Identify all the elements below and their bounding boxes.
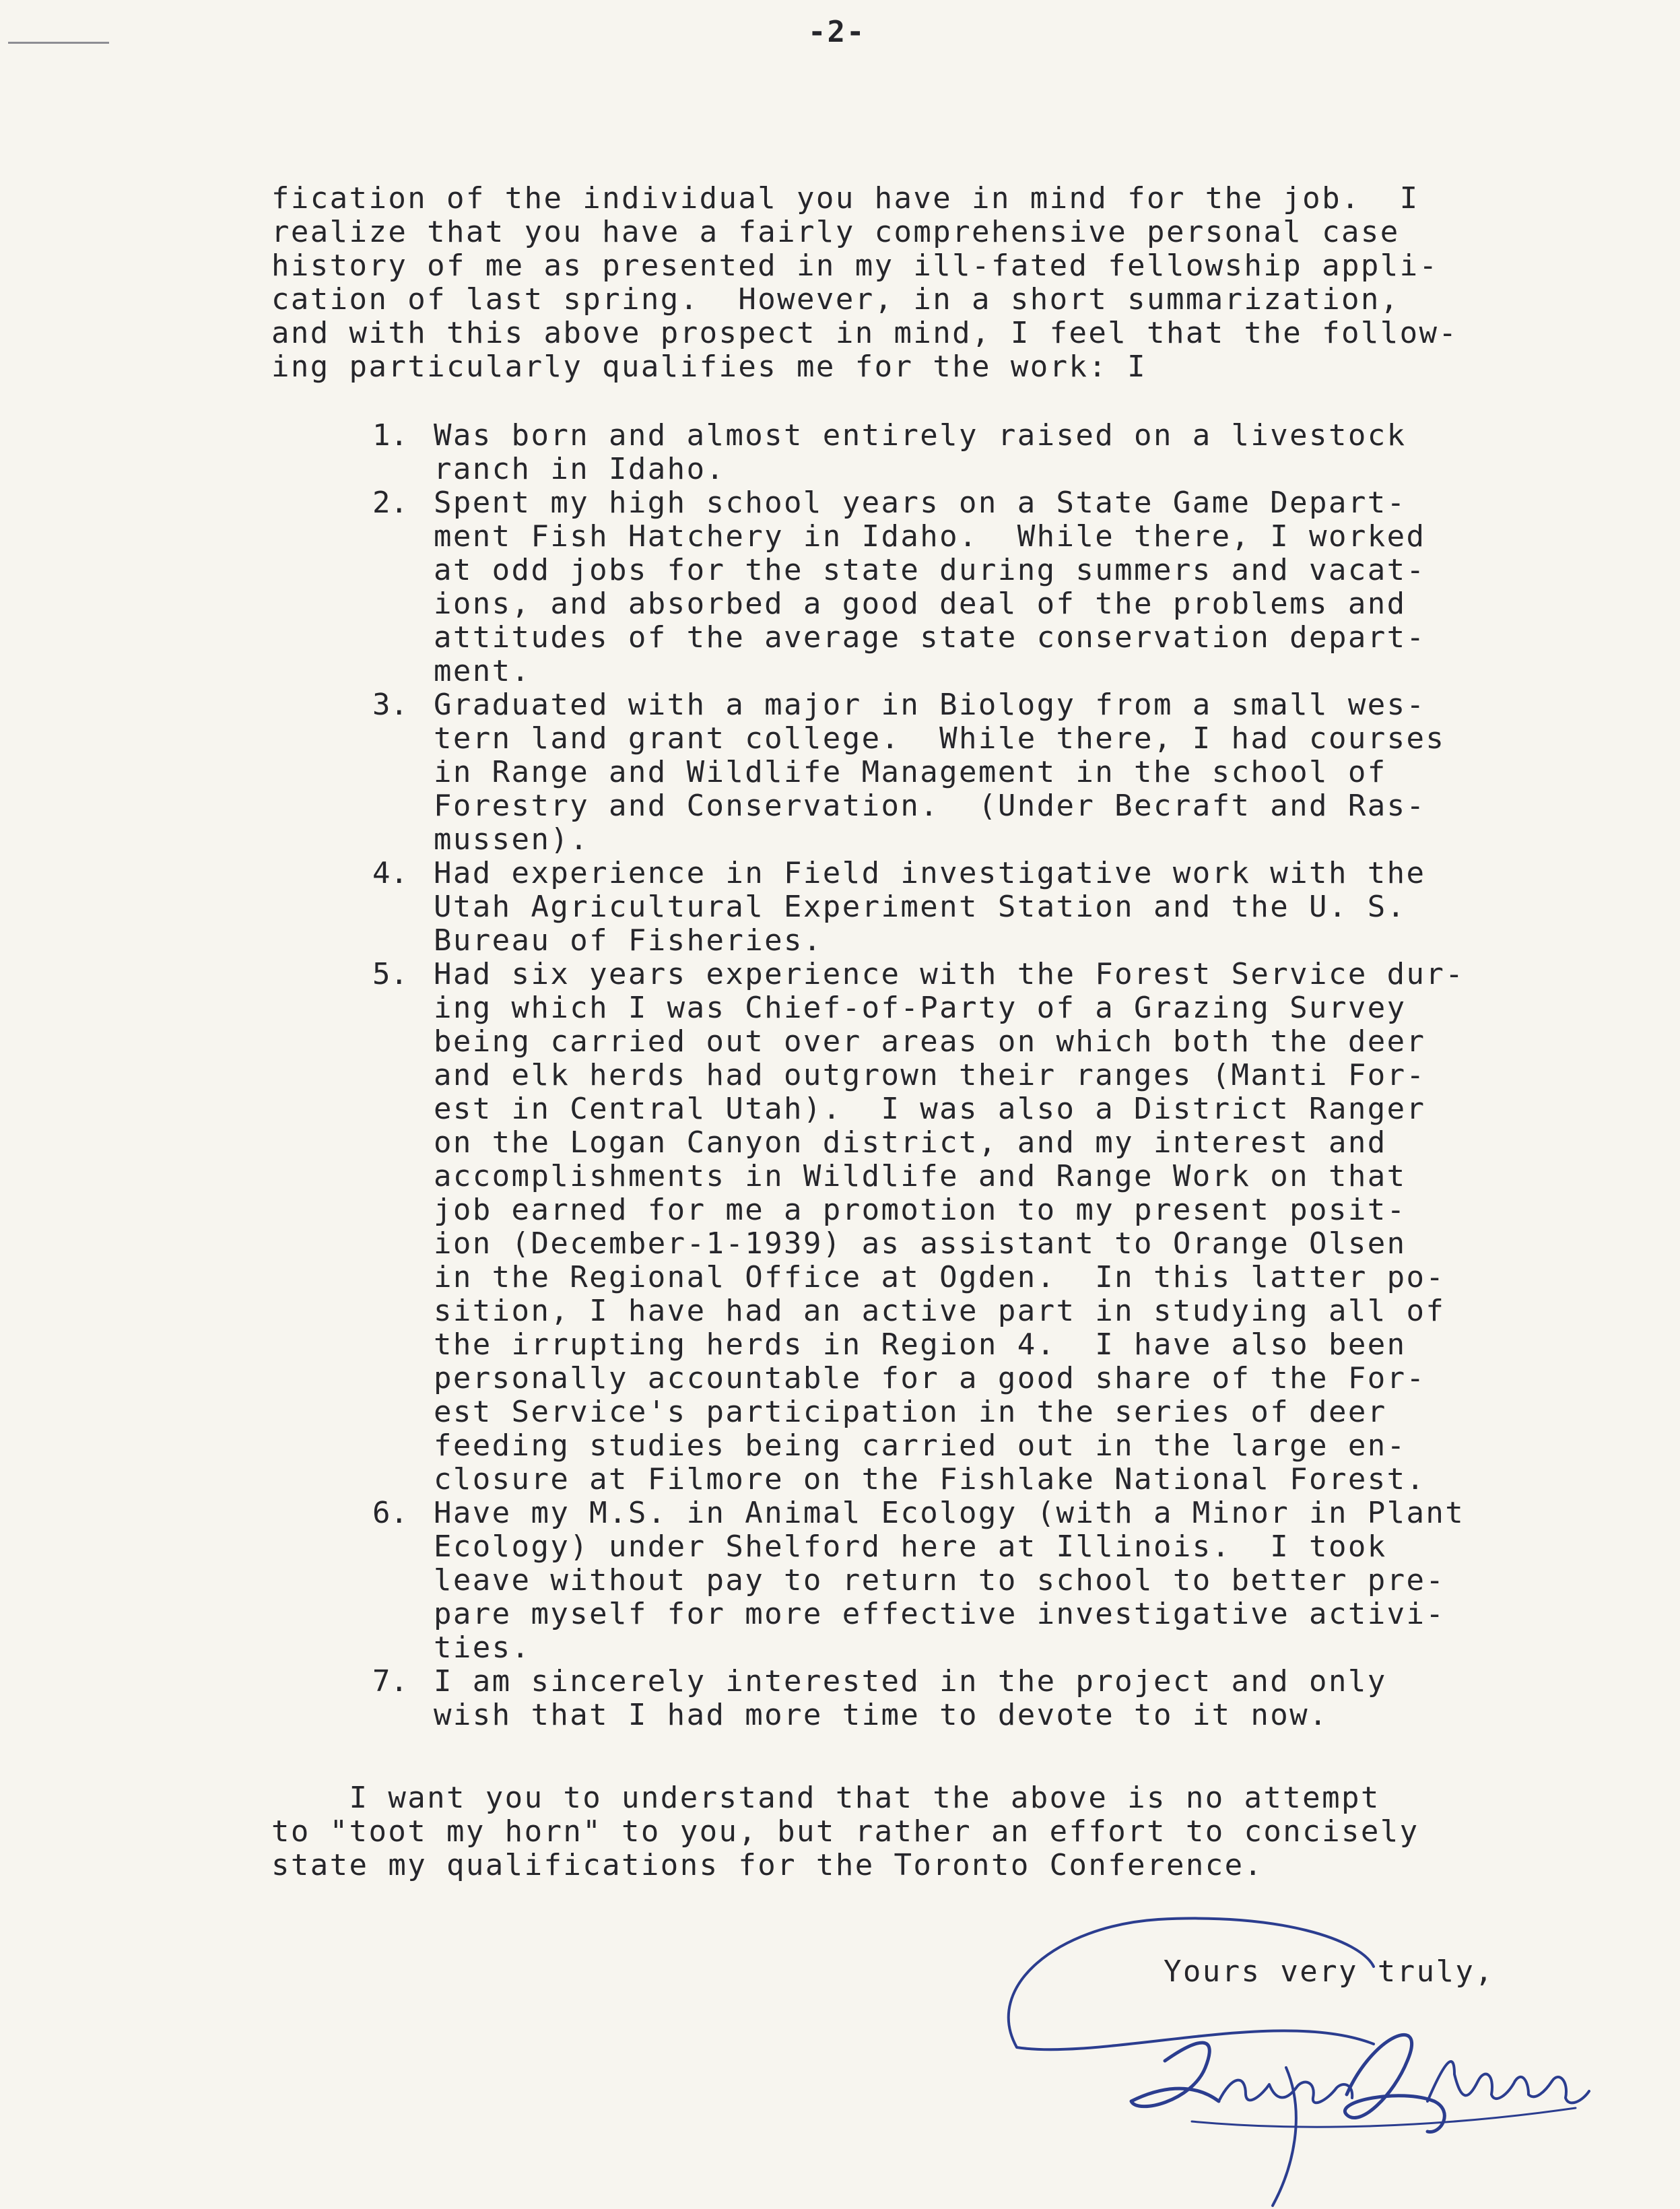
text-line: ing which I was Chief-of-Party of a Grazing Survey bbox=[434, 991, 1407, 1025]
text-line: accomplishments in Wildlife and Range Work on that bbox=[434, 1159, 1407, 1193]
text-line: state my qualifications for the Toronto Conference. bbox=[271, 1848, 1264, 1882]
item-number: 5. bbox=[372, 957, 408, 991]
item-number: 6. bbox=[372, 1496, 408, 1530]
text-line: job earned for me a promotion to my present posit- bbox=[434, 1193, 1407, 1227]
item-number: 3. bbox=[372, 688, 408, 722]
handwritten-signature bbox=[997, 1899, 1603, 2209]
text-line: I am sincerely interested in the project and only bbox=[434, 1664, 1387, 1699]
text-line: cation of last spring. However, in a short summarization, bbox=[271, 282, 1400, 317]
text-line: Ecology) under Shelford here at Illinois. I took bbox=[434, 1529, 1387, 1564]
text-line: ions, and absorbed a good deal of the problems and bbox=[434, 587, 1407, 621]
text-line: Have my M.S. in Animal Ecology (with a Minor in Plant bbox=[434, 1496, 1465, 1530]
text-line: Was born and almost entirely raised on a livestock bbox=[434, 418, 1407, 453]
text-line: in the Regional Office at Ogden. In this latter po- bbox=[434, 1260, 1446, 1294]
text-line: closure at Filmore on the Fishlake National Forest. bbox=[434, 1462, 1426, 1496]
text-line: I want you to understand that the above is no attempt bbox=[271, 1781, 1380, 1815]
margin-mark bbox=[8, 42, 109, 44]
item-number: 7. bbox=[372, 1664, 408, 1699]
page-number: -2- bbox=[808, 15, 866, 49]
text-line: tern land grant college. While there, I had courses bbox=[434, 721, 1446, 756]
text-line: in Range and Wildlife Management in the school of bbox=[434, 755, 1387, 789]
text-line: Had six years experience with the Forest Service dur- bbox=[434, 957, 1465, 991]
text-line: at odd jobs for the state during summers and vacat- bbox=[434, 553, 1426, 587]
text-line: ing particularly qualifies me for the work: I bbox=[271, 350, 1147, 384]
text-line: est Service's participation in the series of deer bbox=[434, 1395, 1387, 1429]
text-line: Spent my high school years on a State Game Depart- bbox=[434, 486, 1407, 520]
text-line: the irrupting herds in Region 4. I have also been bbox=[434, 1327, 1407, 1362]
text-line: personally accountable for a good share of the For- bbox=[434, 1361, 1426, 1395]
text-line: on the Logan Canyon district, and my interest and bbox=[434, 1125, 1387, 1160]
text-line: to "toot my horn" to you, but rather an effort to concisely bbox=[271, 1814, 1419, 1849]
text-line: sition, I have had an active part in studying all of bbox=[434, 1294, 1446, 1328]
text-line: wish that I had more time to devote to it now. bbox=[434, 1698, 1329, 1732]
text-line: being carried out over areas on which both the deer bbox=[434, 1024, 1426, 1059]
item-number: 1. bbox=[372, 418, 408, 453]
text-line: Graduated with a major in Biology from a small wes- bbox=[434, 688, 1426, 722]
item-number: 4. bbox=[372, 856, 408, 890]
text-line: and elk herds had outgrown their ranges (Manti For- bbox=[434, 1058, 1426, 1092]
text-line: ment Fish Hatchery in Idaho. While there, I worked bbox=[434, 519, 1426, 554]
text-line: mussen). bbox=[434, 822, 590, 857]
text-line: fication of the individual you have in mind for the job. I bbox=[271, 181, 1419, 216]
text-line: ion (December-1-1939) as assistant to Orange Olsen bbox=[434, 1226, 1407, 1261]
text-line: history of me as presented in my ill-fated fellowship appli- bbox=[271, 249, 1439, 283]
item-number: 2. bbox=[372, 486, 408, 520]
text-line: attitudes of the average state conservation depart- bbox=[434, 620, 1426, 655]
text-line: ranch in Idaho. bbox=[434, 452, 726, 486]
text-line: Had experience in Field investigative work with the bbox=[434, 856, 1426, 890]
closing-salutation: Yours very truly, bbox=[1164, 1954, 1495, 1989]
text-line: Utah Agricultural Experiment Station and the U. S. bbox=[434, 890, 1407, 924]
text-line: Forestry and Conservation. (Under Becraft and Ras- bbox=[434, 789, 1426, 823]
text-line: est in Central Utah). I was also a District Ranger bbox=[434, 1092, 1426, 1126]
text-line: feeding studies being carried out in the large en- bbox=[434, 1428, 1407, 1463]
text-line: realize that you have a fairly comprehensive personal case bbox=[271, 215, 1400, 249]
text-line: Bureau of Fisheries. bbox=[434, 923, 823, 958]
text-line: ties. bbox=[434, 1630, 531, 1665]
text-line: pare myself for more effective investigative activi- bbox=[434, 1597, 1446, 1631]
text-line: ment. bbox=[434, 654, 531, 688]
text-line: and with this above prospect in mind, I feel that the follow- bbox=[271, 316, 1458, 350]
text-line: leave without pay to return to school to better pre- bbox=[434, 1563, 1446, 1597]
